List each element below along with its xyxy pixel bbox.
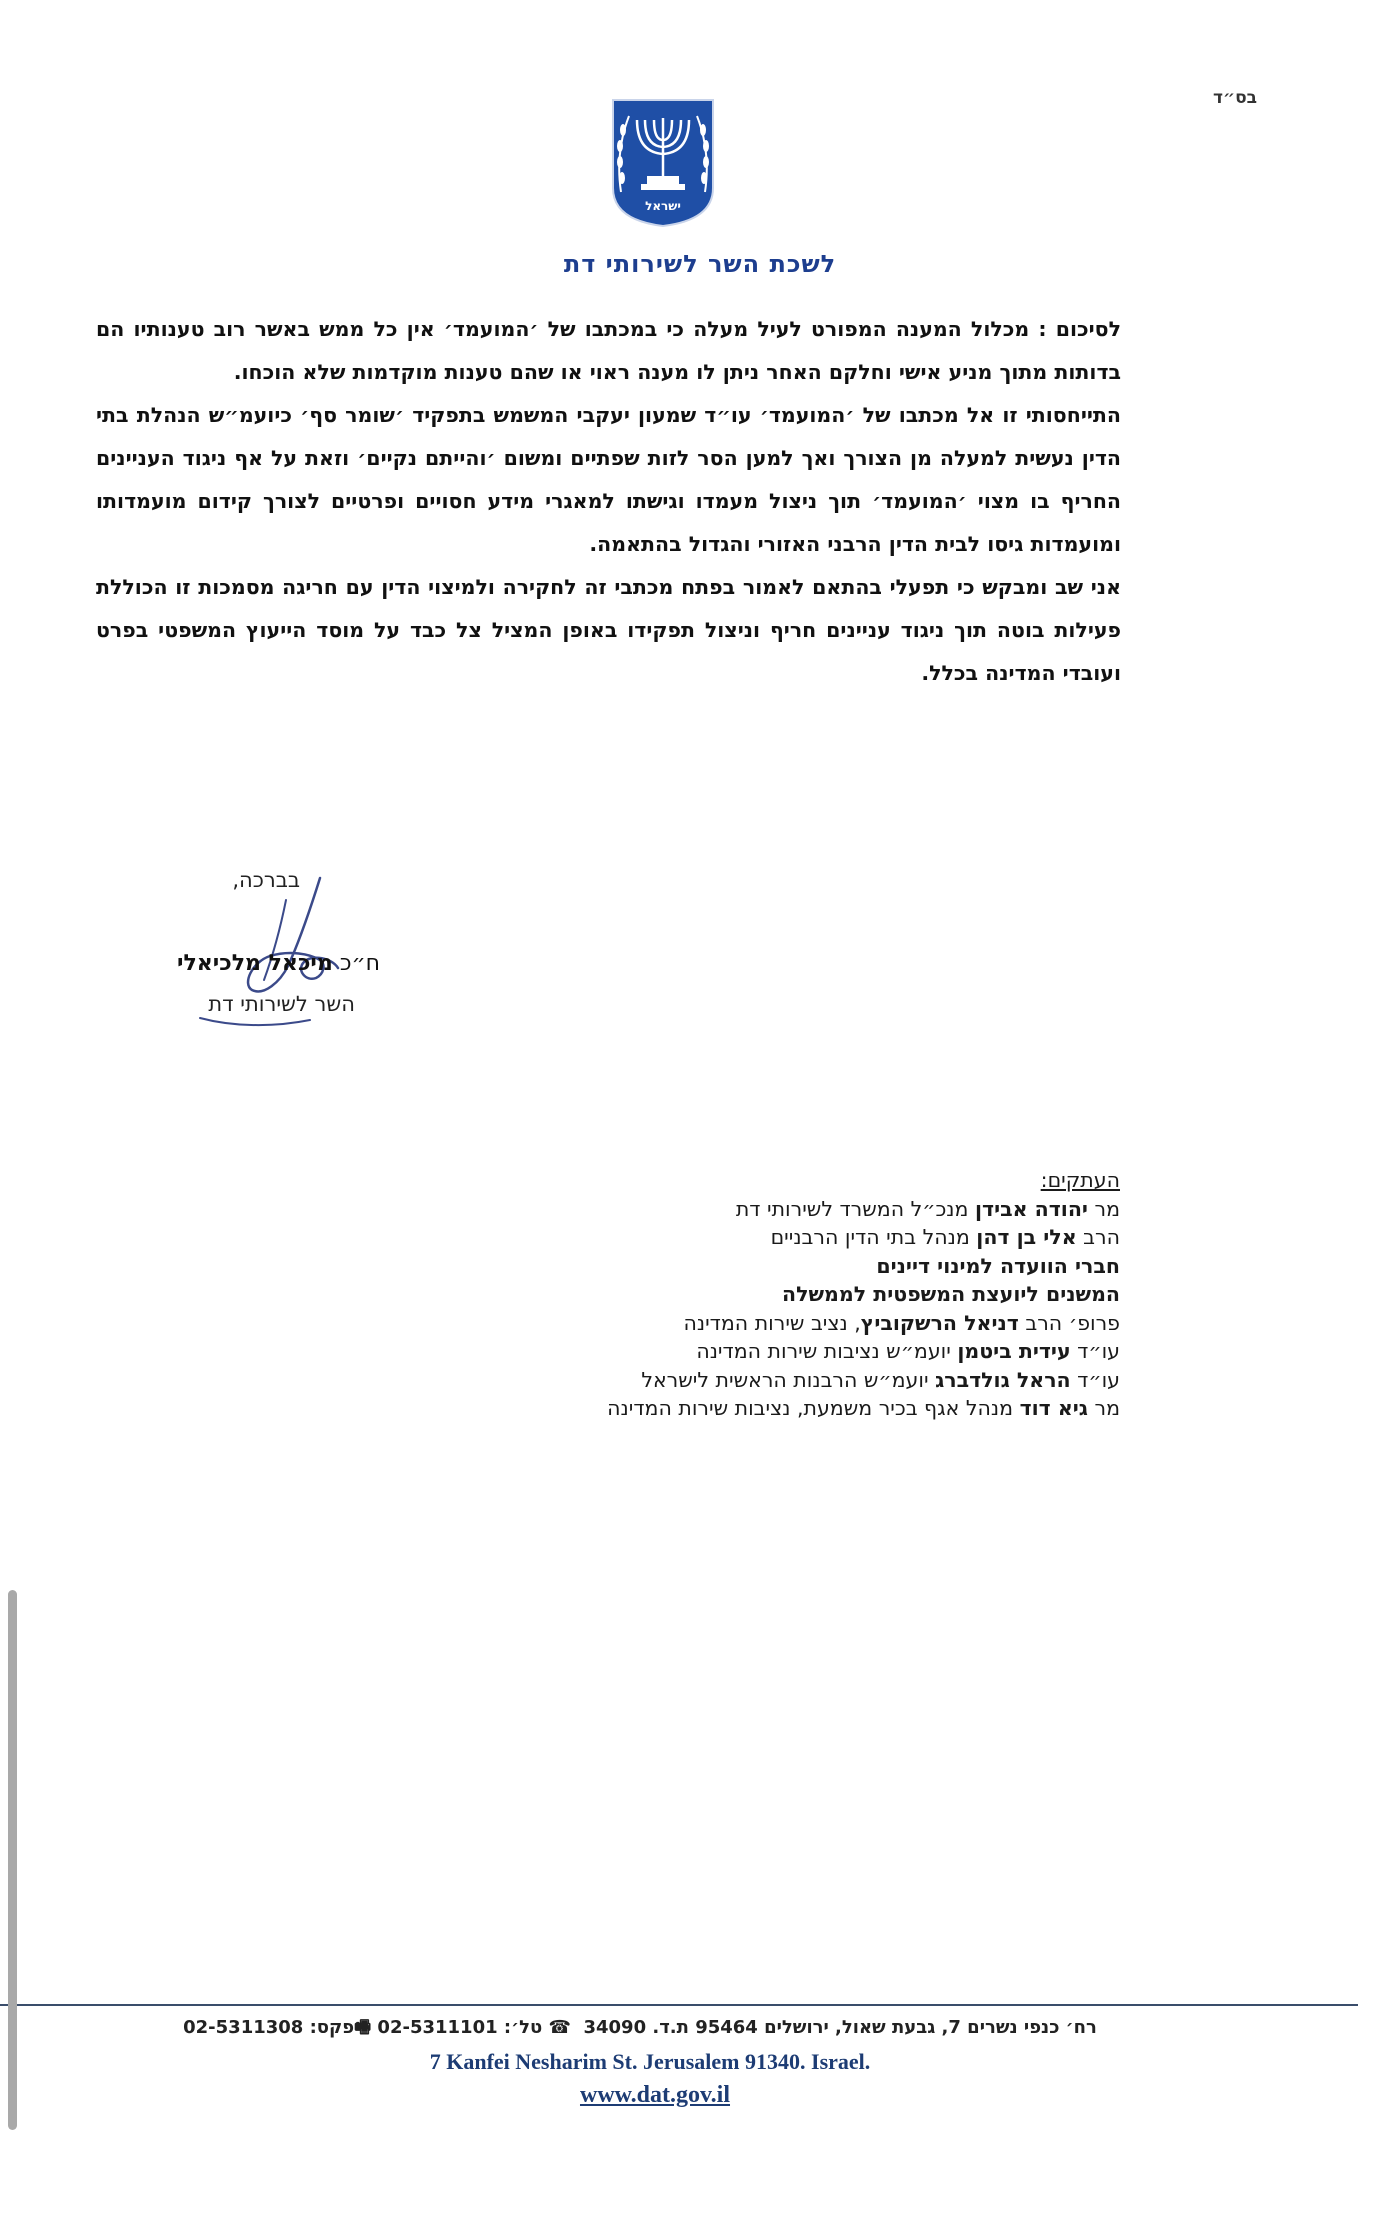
scrollbar[interactable] xyxy=(8,1590,17,2130)
paragraph-reference: התייחסותי זו אל מכתבו של ׳המועמד׳ עו״ד שמעון יעקבי המשמש בתפקיד ׳שומר סף׳ כיועמ״ש הנהלת בתי הדין נעשית למעלה מן הצורך ואך למען הסר לזות שפתיים ומשום ׳והייתם נקיים׳ וזאת על אף ניגוד העניינים החריף בו מצוי ׳המועמד׳ תוך ניצול מעמדו וגישתו למאגרי מידע חסויים ופרטיים לצורך קידום מועמדותו ומועמדות גיסו לבית הדין הרבני האזורי והגדול בהתאמה. xyxy=(96,403,1121,556)
emblem-text: ישראל xyxy=(645,199,681,213)
address-he: רח׳ כנפי נשרים 7, גבעת שאול, ירושלים 95464 ת.ד. 34090 xyxy=(583,2017,1097,2038)
copies-item: עו״ד עידית ביטמן יועמ״ש נציבות שירות המדינה xyxy=(696,1339,1120,1363)
copies-item: מר יהודה אבידן מנכ״ל המשרד לשירותי דת xyxy=(735,1196,1120,1221)
fax-label: פקס: xyxy=(309,2017,355,2038)
paragraph-summary: לסיכום : מכלול המענה המפורט לעיל מעלה כי במכתבו של ׳המועמד׳ אין כל ממש באשר רוב טענותיו הם בדותות מתוך מניע אישי וחלקם האחר ניתן לו מענה ראוי או שהם טענות מוקדמות שלא הוכחו. xyxy=(96,317,1121,384)
paragraph-request: אני שב ומבקש כי תפעלי בהתאם לאמור בפתח מכתבי זה לחקירה ולמיצוי הדין עם חריגה מסמכות זו הכוללת פעילות בוטה תוך ניגוד עניינים חריף וניצול תפקידו באופן המציל צל כבד על מוסד הייעוץ המשפטי בפרט ועובדי המדינה בכלל. xyxy=(96,575,1121,685)
fax-number: 02-5311308 xyxy=(183,2017,304,2038)
copies-item: מר גיא דוד מנהל אגף בכיר משמעת, נציבות שירות המדינה xyxy=(607,1396,1120,1420)
website-link[interactable]: www.dat.gov.il xyxy=(579,2082,731,2108)
copies-item: הרב אלי בן דהן מנהל בתי הדין הרבניים xyxy=(770,1225,1120,1249)
office-title: לשכת השר לשירותי דת xyxy=(563,250,837,278)
bsd-header: בס״ד xyxy=(1213,88,1257,108)
footer-address-he xyxy=(130,2015,1150,2045)
copies-list xyxy=(420,1166,1120,1423)
signer-prefix: ח״כ xyxy=(339,951,380,976)
copies-header: העתקים: xyxy=(1040,1168,1120,1192)
signer-fullname: מיכאל מלכיאלי xyxy=(176,951,333,976)
copies-item: עו״ד הראל גולדברג יועמ״ש הרבנות הראשית לישראל xyxy=(641,1367,1120,1392)
phone-label: טל׳: xyxy=(503,2017,543,2038)
copies-item: חברי הוועדה למינוי דיינים xyxy=(876,1253,1120,1278)
fax-icon: 🖷 xyxy=(354,2017,372,2038)
footer-divider xyxy=(0,2004,1358,2006)
footer-address-en: 7 Kanfei Nesharim St. Jerusalem 91340. Israel. xyxy=(429,2049,871,2074)
letter-body xyxy=(96,308,1121,695)
closing-greeting: בברכה, xyxy=(232,868,300,892)
phone-icon: ☎ xyxy=(548,2017,571,2038)
copies-item: פרופ׳ הרב דניאל הרשקוביץ, נציב שירות המדינה xyxy=(683,1310,1120,1335)
state-emblem-icon xyxy=(607,96,719,228)
phone-number: 02-5311101 xyxy=(377,2017,498,2038)
signer-title: השר לשירותי דת xyxy=(208,992,355,1016)
signer-name xyxy=(110,951,380,976)
copies-item: המשנים ליועצת המשפטית לממשלה xyxy=(782,1282,1120,1306)
